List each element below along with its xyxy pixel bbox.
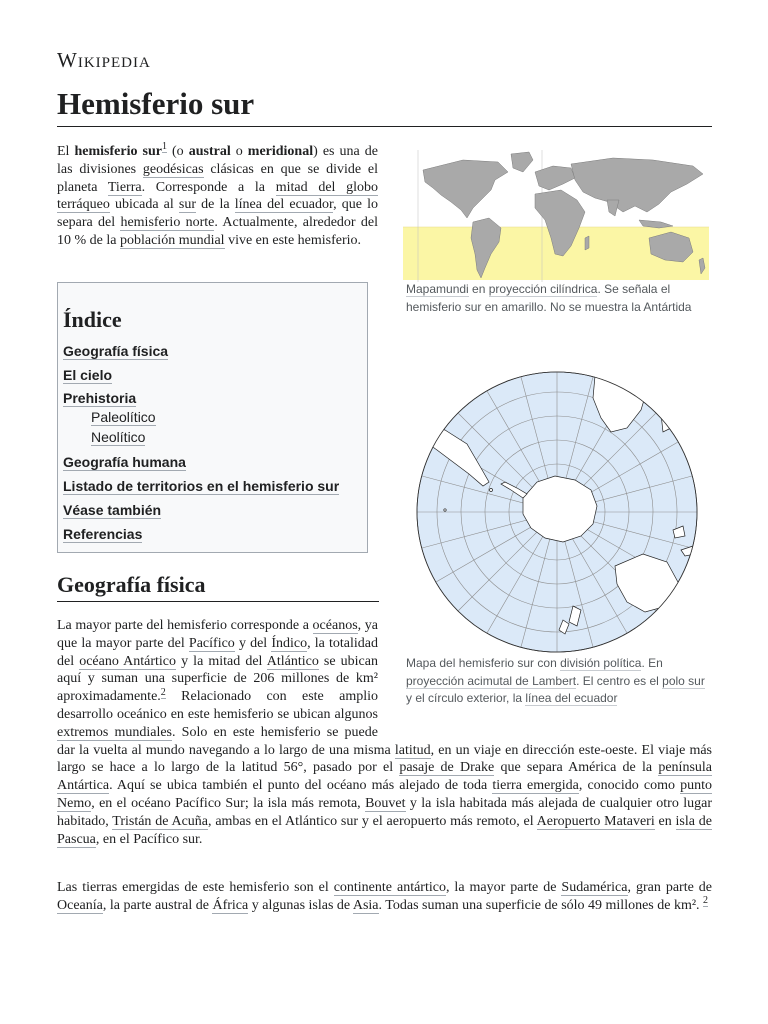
toc-item-geografia-fisica[interactable]: Geografía física	[63, 343, 169, 359]
intro-paragraph: El hemisferio sur$^1$ (o austral o meridional) es una de las divisiones geodésicas clásicas en que se divide el planeta Tierra. Corresponde a la mitad del globo terráqueo ubicada al sur de la línea del ecuador, que lo separa del hemisferio norte. Actualmente, alrededor del 10 % de la población mundial vive en este hemisferio.	[57, 141, 379, 248]
geografia-paragraph-1: La mayor parte del hemisferio corresponde a océanos, ya que la mayor parte del Pacífico y del Índico, la totalidad del océano Antártico y la mitad del Atlántico se ubican aquí y suman una superficie de 206 millones de km² aproximadamente.$^2$ Relacionado con este amplio desarrollo oceánico en este hemisferio se ubican algunos extremos mundiales. Solo en este hemisferio se puede dar la vuelta al mundo navegando a lo largo de una misma latitud, en un viaje en dirección este-oeste. El viaje más largo se hace a lo largo de la latitud 56°, pasado por el pasaje de Drake que separa América de la península Antártica. Aquí se ubica también el punto del océano más alejado de toda tierra emergida, conocido como punto Nemo, en el océano Pacífico Sur; la isla más remota, Bouvet y la isla habitada más alejada de cualquier otro lugar habitado, Tristán de Acuña, ambas en el Atlántico sur y el aeropuerto más remoto, el Aeropuerto Mataveri en isla de Pascua, en el Pacífico sur.	[57, 618, 713, 847]
link-sur[interactable]: sur	[178, 197, 197, 213]
toc-heading: Índice	[63, 307, 122, 332]
world-map-image[interactable]	[403, 150, 709, 282]
section-heading-geografia-fisica: Geografía física	[57, 572, 206, 597]
figure-world-map-caption: Mapamundi en proyección cilíndrica. Se señala el hemisferio sur en amarillo. No se muestra la Antártida	[406, 282, 692, 314]
ref-2[interactable]: 2	[160, 686, 166, 698]
link-isla-pascua[interactable]: isla de Pascua	[57, 813, 713, 847]
link-linea-del-ecuador[interactable]: línea del ecuador	[525, 691, 618, 705]
toc-item-referencias[interactable]: Referencias	[63, 526, 143, 542]
link-division-politica[interactable]: división política	[560, 656, 642, 670]
geografia-paragraph-2: Las tierras emergidas de este hemisferio son el continente antártico, la mayor parte de Sudamérica, gran parte de Oceanía, la parte austral de África y algunas islas de Asia. Todas suman una superficie de sólo 49 millones de km². $^2$	[57, 880, 712, 913]
section-divider	[57, 601, 379, 602]
link-pasaje-drake[interactable]: pasaje de Drake	[399, 760, 495, 776]
link-hemisferio-norte[interactable]: hemisferio norte	[120, 215, 215, 231]
page-title: Hemisferio sur	[57, 86, 255, 121]
toc-item-paleolitico[interactable]: Paleolítico	[91, 409, 156, 425]
ref-1[interactable]: 1	[161, 141, 167, 153]
figure-world-map	[403, 150, 709, 282]
toc-item-geografia-humana[interactable]: Geografía humana	[63, 454, 186, 470]
link-tierra[interactable]: Tierra	[107, 179, 142, 195]
link-atlantico[interactable]: Atlántico	[266, 653, 319, 669]
link-indico[interactable]: Índico	[271, 635, 308, 651]
link-linea-ecuador[interactable]: línea del ecuador	[234, 197, 334, 213]
toc-item-listado-territorios[interactable]: Listado de territorios en el hemisferio sur	[63, 478, 340, 494]
toc-item-el-cielo[interactable]: El cielo	[63, 367, 113, 383]
term-austral: austral	[188, 144, 231, 159]
link-continente-antartico[interactable]: continente antártico	[333, 880, 446, 895]
toc-item-prehistoria[interactable]: Prehistoria	[63, 390, 137, 406]
term-hemisferio-sur: hemisferio sur	[74, 144, 162, 159]
figure-south-polar-map	[405, 370, 709, 654]
link-mitad-globo[interactable]: mitad del globo terráqueo	[57, 179, 379, 213]
figure-south-polar-map-caption: Mapa del hemisferio sur con división política. En proyección acimutal de Lambert. El centro es el polo sur y el círculo exterior, la línea del ecuador	[406, 656, 705, 705]
link-geodesicas[interactable]: geodésicas	[142, 161, 204, 177]
toc-item-neolitico[interactable]: Neolítico	[91, 429, 146, 445]
term-meridional: meridional	[247, 144, 314, 159]
link-mapamundi[interactable]: Mapamundi	[406, 282, 469, 296]
link-proyeccion-lambert[interactable]: proyección acimutal de Lambert	[406, 673, 577, 688]
link-sudamerica[interactable]: Sudamérica	[561, 880, 628, 895]
link-tierra-emergida[interactable]: tierra emergida	[492, 778, 579, 794]
link-latitud[interactable]: latitud	[394, 742, 431, 758]
link-africa[interactable]: África	[212, 897, 249, 913]
link-extremos-mundiales[interactable]: extremos mundiales	[57, 724, 173, 740]
link-peninsula-antartica[interactable]: península Antártica	[57, 760, 712, 794]
table-of-contents	[57, 282, 368, 553]
toc-item-vease-tambien[interactable]: Véase también	[63, 502, 162, 518]
ref-2b[interactable]: 2	[703, 895, 709, 907]
title-divider	[57, 126, 712, 127]
link-tristan-acuna[interactable]: Tristán de Acuña	[112, 813, 209, 829]
link-punto-nemo[interactable]: punto Nemo	[57, 778, 713, 811]
link-aeropuerto-mataveri[interactable]: Aeropuerto Mataveri	[536, 813, 655, 829]
link-asia[interactable]: Asia	[352, 897, 379, 913]
link-pacifico[interactable]: Pacífico	[188, 635, 235, 651]
link-proyeccion-cilindrica[interactable]: proyección cilíndrica	[488, 282, 598, 296]
float-spacer	[378, 617, 712, 739]
link-bouvet[interactable]: Bouvet	[365, 795, 406, 811]
link-oceano-antartico[interactable]: océano Antártico	[79, 653, 177, 669]
link-oceanos[interactable]: océanos	[312, 618, 358, 633]
link-oceania[interactable]: Oceanía	[57, 897, 103, 913]
link-poblacion-mundial[interactable]: población mundial	[119, 232, 225, 248]
site-wordmark[interactable]: Wikipedia	[57, 48, 151, 72]
link-polo-sur[interactable]: polo sur	[662, 673, 705, 688]
south-polar-map-image[interactable]	[405, 370, 709, 654]
